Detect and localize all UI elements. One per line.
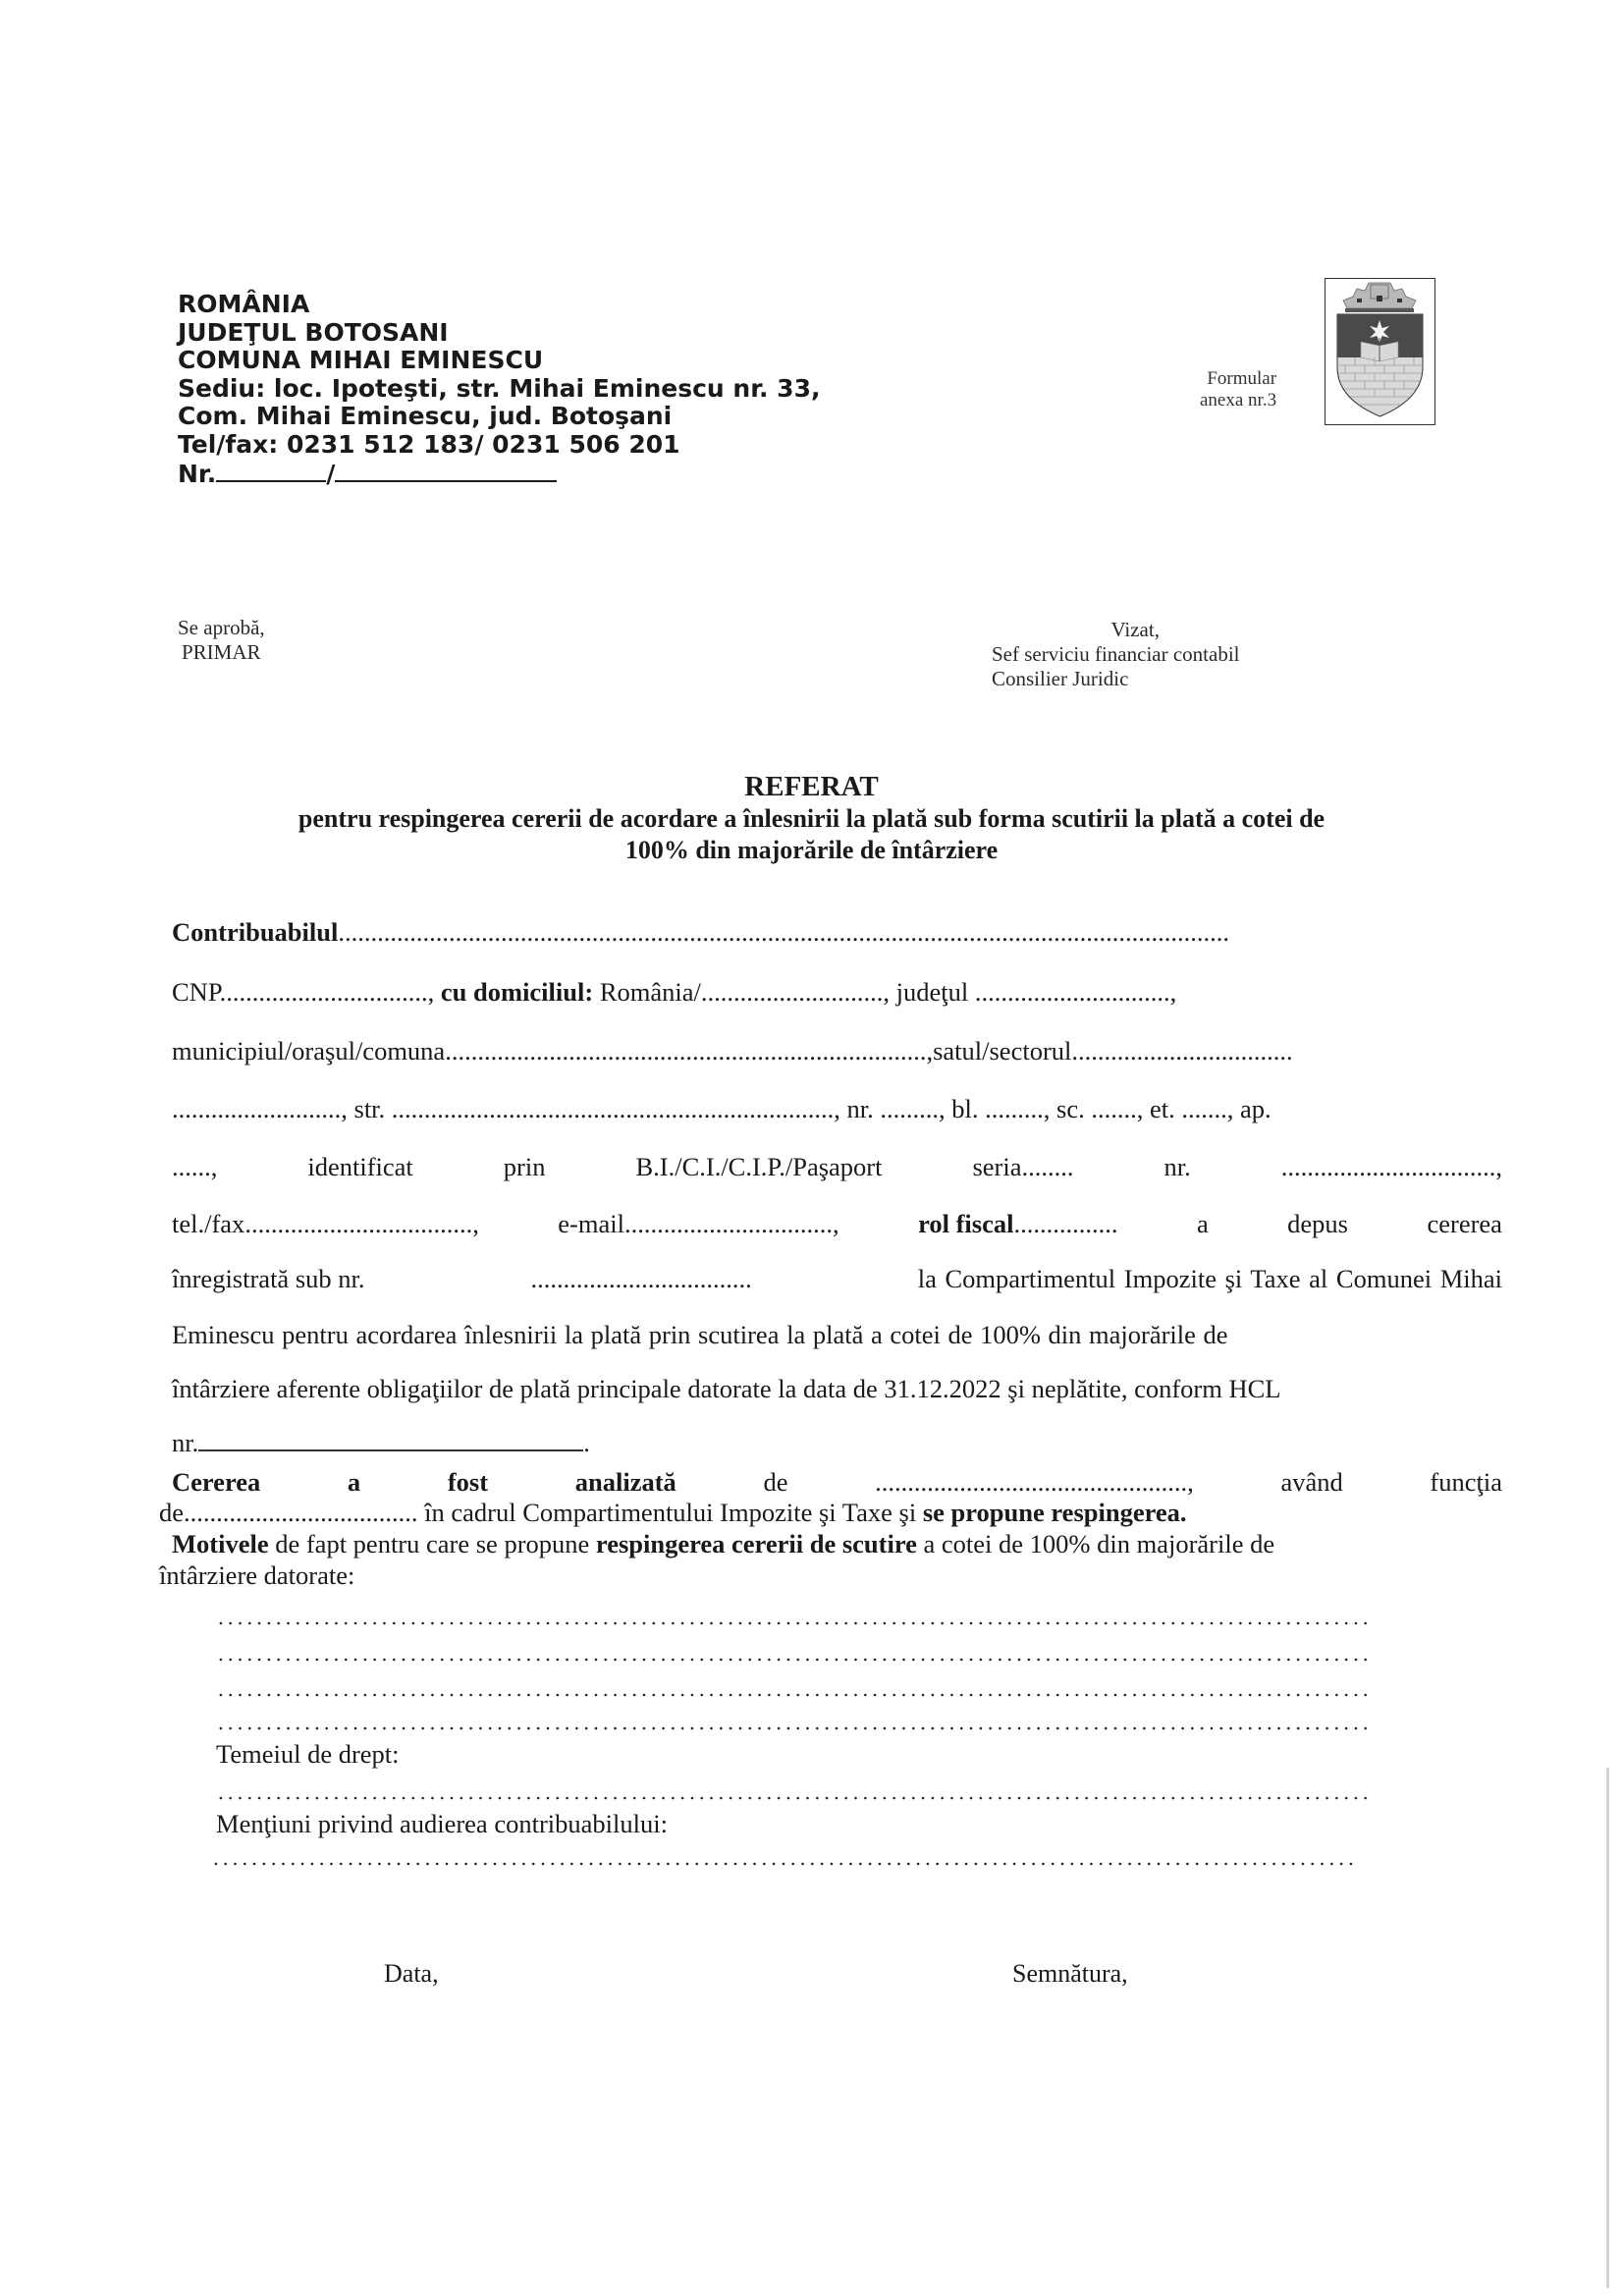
body-text: a	[1196, 1209, 1209, 1238]
block-field[interactable]: .........,	[985, 1094, 1051, 1123]
analysis-text: Cererea	[172, 1467, 261, 1497]
number-label: nr.	[846, 1094, 874, 1123]
request-number-field[interactable]: ..................................	[530, 1264, 752, 1293]
registration-number	[178, 459, 820, 489]
body-line-9: întârziere aferente obligaţiilor de plată principale datorate la data de 31.12.2022 şi neplătite, conform HCL	[172, 1374, 1281, 1403]
body-text: depus	[1287, 1209, 1348, 1238]
street-label: str.	[353, 1094, 386, 1123]
document-subtitle-1: pentru respingerea cererii de acordare a înlesnirii la plată sub forma scutirii la plată a cotei de	[298, 804, 1325, 833]
taxpayer-row	[172, 916, 1502, 948]
proposal-text: se propune respingerea.	[922, 1498, 1187, 1527]
visa-role-legal: Consilier Juridic	[992, 667, 1129, 690]
country-name: ROMÂNIA	[178, 290, 310, 318]
visa-block	[992, 618, 1239, 691]
id-number-label: nr.	[1163, 1152, 1191, 1181]
staircase-field[interactable]: .......,	[1091, 1094, 1144, 1123]
legal-basis-field[interactable]	[216, 1796, 1370, 1800]
hcl-row	[172, 1427, 1502, 1458]
id-number-field[interactable]: .................................,	[1280, 1152, 1502, 1181]
approval-block	[178, 616, 265, 665]
reasons-row	[172, 1528, 1502, 1559]
locality-row	[172, 1035, 1502, 1066]
commune-name: COMUNA MIHAI EMINESCU	[178, 346, 544, 374]
analysis-text: a	[347, 1467, 361, 1497]
nr-field[interactable]	[216, 459, 326, 482]
cnp-row	[172, 976, 1502, 1008]
form-reference-line2: anexa nr.3	[1200, 390, 1277, 410]
body-text: .	[583, 1428, 590, 1457]
analysis-text: funcţia	[1430, 1467, 1502, 1497]
county-name: JUDEŢUL BOTOSANI	[178, 317, 449, 347]
village-field-cont[interactable]: ..........................,	[172, 1094, 348, 1123]
id-text: prin	[503, 1152, 546, 1181]
analysis-text: de	[763, 1467, 788, 1497]
id-text: identificat	[307, 1152, 413, 1181]
body-line-8: Eminescu pentru acordarea înlesnirii la plată prin scutirea la plată a cotei de 100% din majorările de	[172, 1320, 1228, 1349]
body-text: la Compartimentul Impozite şi Taxe al Comunei Mihai	[917, 1264, 1502, 1293]
floor-label: et.	[1150, 1094, 1175, 1123]
cnp-label: CNP	[172, 977, 220, 1007]
document-title: REFERAT	[744, 771, 879, 802]
taxpayer-field[interactable]: .........................................................................................................................................	[338, 917, 1229, 947]
hcl-number-label: nr.	[172, 1428, 199, 1457]
domicile-label: cu domiciliul:	[440, 977, 594, 1007]
hcl-number-field[interactable]	[198, 1428, 583, 1451]
phone-fax: Tel/fax: 0231 512 183/ 0231 506 201	[178, 429, 680, 459]
reasons-field-3[interactable]	[216, 1693, 1370, 1697]
county-field[interactable]: ..............................,	[974, 977, 1177, 1007]
coat-of-arms-icon	[1325, 278, 1435, 425]
institution-header	[178, 291, 820, 489]
email-field[interactable]: ................................,	[623, 1209, 839, 1238]
country-label: România/	[599, 977, 701, 1007]
scan-edge-artifact	[1606, 1768, 1609, 2288]
reasons-text: a cotei de 100% din majorările de	[916, 1529, 1275, 1558]
body-text: înregistrată sub nr.	[172, 1264, 365, 1293]
reasons-text: de fapt pentru care se propune	[268, 1529, 596, 1558]
form-reference	[1200, 368, 1276, 411]
locality-field[interactable]: ..........................................................................,	[445, 1036, 934, 1066]
street-row	[172, 1093, 1502, 1124]
cnp-field[interactable]: ................................,	[219, 977, 435, 1007]
village-label: satul/sectorul	[933, 1036, 1072, 1066]
id-series-field[interactable]: seria........	[972, 1152, 1074, 1181]
nr-separator: /	[326, 460, 336, 488]
block-label: bl.	[951, 1094, 979, 1123]
street-field[interactable]: ....................................................................,	[391, 1094, 840, 1123]
analysis-text: fost	[447, 1467, 489, 1497]
phone-field[interactable]: ...................................,	[244, 1209, 479, 1238]
analysis-text: având	[1280, 1467, 1343, 1497]
mayor-role: PRIMAR	[182, 640, 261, 664]
address-line-2: Com. Mihai Eminescu, jud. Botoşani	[178, 402, 673, 430]
analysis-text: analizată	[574, 1467, 676, 1497]
hearing-field[interactable]	[211, 1862, 1358, 1866]
apartment-field[interactable]: ......,	[172, 1152, 218, 1181]
email-label: e-mail	[558, 1209, 624, 1238]
staircase-label: sc.	[1056, 1094, 1085, 1123]
phone-label: tel./fax	[172, 1209, 245, 1238]
analysis-text: în cadrul Compartimentului Impozite şi Taxe şi	[417, 1498, 923, 1527]
county-label: judeţul	[895, 977, 969, 1007]
hearing-label: Menţiuni privind audierea contribuabilului:	[216, 1809, 668, 1838]
number-field[interactable]: .........,	[880, 1094, 946, 1123]
contact-row	[172, 1208, 1502, 1239]
id-document-row	[172, 1151, 1502, 1182]
date-label: Data,	[384, 1959, 439, 1988]
fiscal-role-field[interactable]: ................	[1013, 1209, 1118, 1238]
village-field[interactable]: ..................................	[1071, 1036, 1293, 1066]
approve-label: Se aprobă,	[178, 616, 265, 639]
document-subtitle-2: 100% din majorările de întârziere	[624, 836, 999, 864]
reasons-field-2[interactable]	[216, 1658, 1370, 1662]
reasons-field-1[interactable]	[216, 1621, 1370, 1625]
country-field[interactable]: ............................,	[700, 977, 890, 1007]
address-line-1: Sediu: loc. Ipoteşti, str. Mihai Eminescu nr. 33,	[178, 373, 821, 403]
locality-label: municipiul/oraşul/comuna	[172, 1036, 446, 1066]
registration-row	[172, 1263, 1502, 1294]
signature-label: Semnătura,	[1012, 1959, 1128, 1988]
visa-label: Vizat,	[1110, 618, 1160, 641]
reasons-label: Motivele	[172, 1529, 269, 1558]
body-text: cererea	[1427, 1209, 1502, 1238]
apartment-label: ap.	[1240, 1094, 1271, 1123]
legal-basis-label: Temeiul de drept:	[216, 1739, 400, 1769]
reasons-row-2: întârziere datorate:	[159, 1560, 355, 1590]
visa-role-finance: Sef serviciu financiar contabil	[992, 642, 1240, 666]
taxpayer-label: Contribuabilul	[172, 917, 339, 947]
analyst-function-field[interactable]: ....................................	[184, 1498, 418, 1527]
fiscal-role-label: rol fiscal	[918, 1209, 1014, 1238]
id-type-label: B.I./C.I./C.I.P./Paşaport	[635, 1152, 883, 1181]
analysis-row-2	[159, 1497, 1489, 1528]
document-title-block	[147, 770, 1476, 866]
analysis-text: de	[159, 1498, 185, 1527]
analysis-row	[172, 1466, 1502, 1498]
form-reference-line1: Formular	[1207, 368, 1277, 389]
nr-label: Nr.	[178, 460, 217, 488]
reasons-field-4[interactable]	[216, 1726, 1370, 1730]
nr-date-field[interactable]	[335, 459, 557, 482]
analyst-name-field[interactable]: ................................................,	[875, 1467, 1194, 1497]
reasons-bold: respingerea cererii de scutire	[595, 1529, 917, 1558]
floor-field[interactable]: .......,	[1181, 1094, 1234, 1123]
